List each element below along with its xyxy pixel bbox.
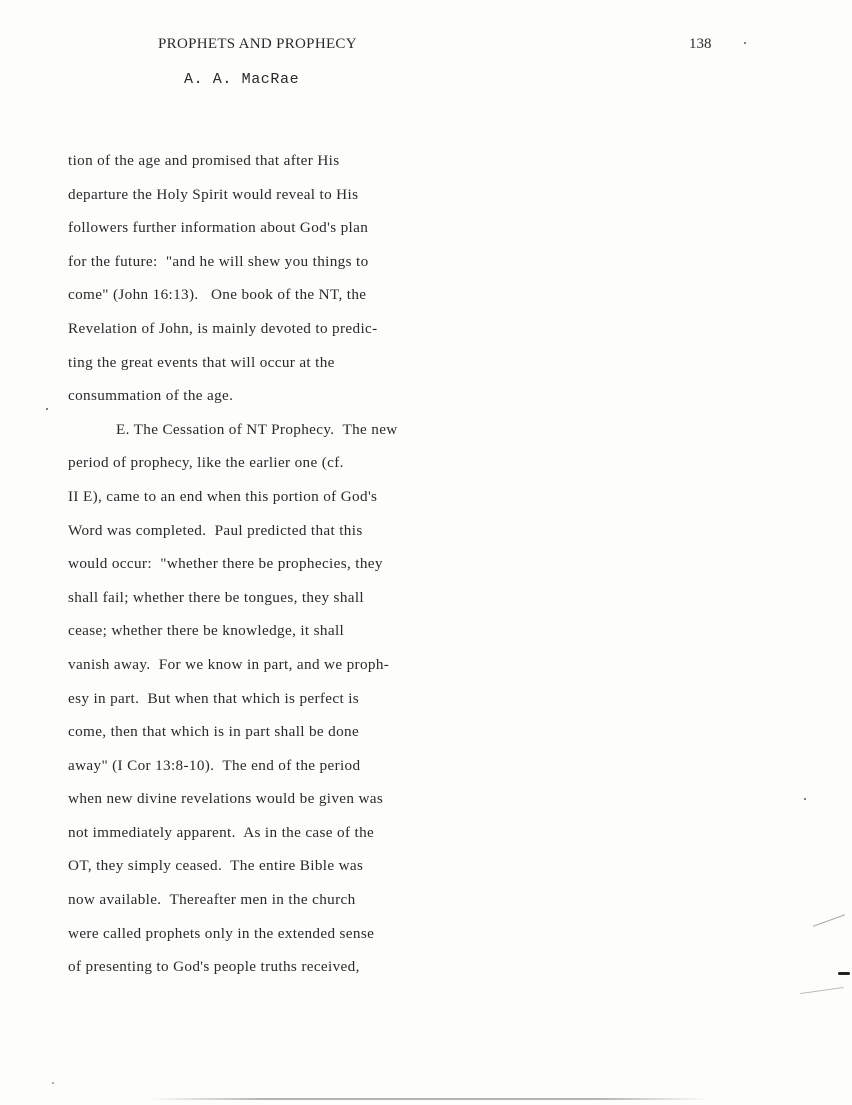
- text-line: shall fail; whether there be tongues, they shall: [68, 588, 364, 606]
- text-line: followers further information about God's plan: [68, 219, 369, 237]
- text-line: of presenting to God's people truths received,: [68, 958, 360, 976]
- text-line: period of prophecy, like the earlier one (cf.: [68, 454, 344, 472]
- text-line: OT, they simply ceased. The entire Bible was: [68, 857, 364, 875]
- scan-speck: [744, 42, 746, 44]
- scan-streak: [813, 914, 845, 927]
- text-line: were called prophets only in the extended sense: [68, 924, 375, 942]
- text-line: consummation of the age.: [68, 387, 234, 405]
- section-heading-line: E. The Cessation of NT Prophecy. The new: [116, 420, 398, 438]
- page-number: 138: [689, 36, 712, 52]
- scan-smudge: [838, 972, 850, 975]
- text-line: Word was completed. Paul predicted that this: [68, 521, 363, 539]
- scan-streak: [800, 987, 844, 994]
- page-bottom-edge: [150, 1098, 710, 1100]
- scan-speck: [804, 798, 806, 800]
- text-line: come, then that which is in part shall be done: [68, 723, 360, 741]
- text-line: not immediately apparent. As in the case of the: [68, 823, 375, 841]
- text-line: when new divine revelations would be given was: [68, 790, 384, 808]
- text-line: Revelation of John, is mainly devoted to predic-: [68, 319, 378, 337]
- body-text: [68, 148, 488, 988]
- text-line: cease; whether there be knowledge, it shall: [68, 622, 345, 640]
- text-line: esy in part. But when that which is perfect is: [68, 689, 360, 707]
- text-line: tion of the age and promised that after His: [68, 152, 340, 169]
- text-line: ting the great events that will occur at the: [68, 353, 335, 371]
- text-line: come" (John 16:13). One book of the NT, the: [68, 286, 367, 304]
- text-line: vanish away. For we know in part, and we proph-: [68, 655, 390, 673]
- text-line: departure the Holy Spirit would reveal to His: [68, 185, 359, 203]
- scan-speck: [52, 1082, 54, 1084]
- text-line: for the future: "and he will shew you things to: [68, 252, 369, 270]
- text-line: II E), came to an end when this portion of God's: [68, 487, 378, 505]
- author-name: A. A. MacRae: [184, 71, 300, 88]
- scan-speck: [46, 408, 48, 410]
- running-title: PROPHETS AND PROPHECY: [158, 36, 357, 52]
- text-line: would occur: "whether there be prophecies, they: [68, 555, 383, 573]
- text-line: now available. Thereafter men in the church: [68, 891, 356, 909]
- text-line: away" (I Cor 13:8-10). The end of the period: [68, 756, 361, 774]
